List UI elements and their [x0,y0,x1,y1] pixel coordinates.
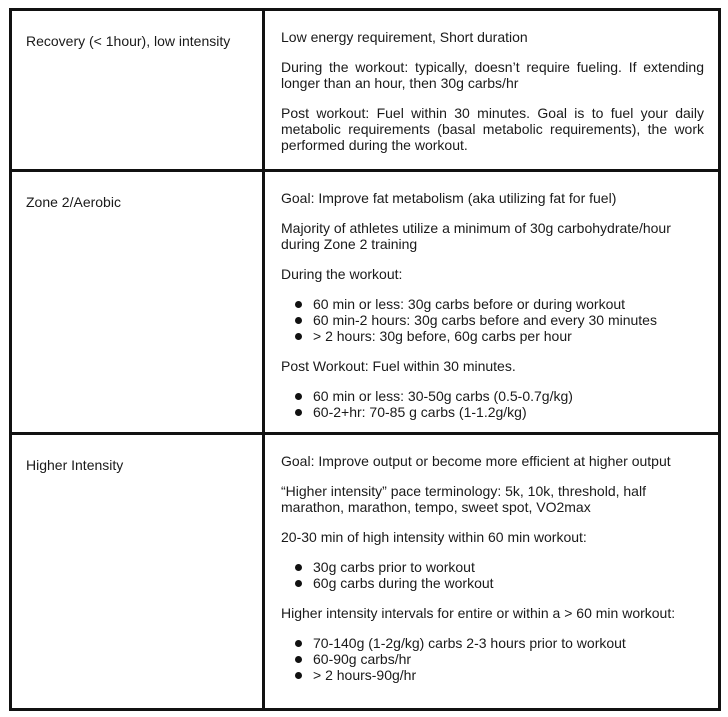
row-label: Zone 2/Aerobic [11,171,264,434]
paragraph: Higher intensity intervals for entire or within a > 60 min workout: [281,605,676,621]
paragraph: Post workout: Fuel within 30 minutes. Goal is to fuel your daily metabolic requirements (basal metabolic requirements), the work performed during the workout. [281,105,704,153]
bullet-list [281,635,704,683]
paragraph: Majority of athletes utilize a minimum of 30g carbohydrate/hour during Zone 2 training [281,220,671,252]
fueling-table [9,8,721,711]
paragraph: Low energy requirement, Short duration [281,29,528,45]
list-item: 70-140g (1-2g/kg) carbs 2-3 hours prior to workout [313,635,704,651]
row-content [264,434,720,710]
row-content [264,171,720,434]
paragraph: “Higher intensity” pace terminology: 5k, 10k, threshold, half marathon, marathon, tempo, sweet spot, VO2max [281,483,646,515]
paragraph: Post Workout: Fuel within 30 minutes. [281,358,516,374]
list-item: > 2 hours-90g/hr [313,667,704,683]
row-content [264,10,720,171]
paragraph: Goal: Improve fat metabolism (aka utilizing fat for fuel) [281,190,617,206]
list-item: 60 min or less: 30-50g carbs (0.5-0.7g/kg) [313,388,704,404]
row-label: Higher Intensity [11,434,264,710]
table-row [11,171,720,434]
paragraph: During the workout: typically, doesn’t require fueling. If extending longer than an hour, then 30g carbs/hr [281,59,704,91]
table-row [11,434,720,710]
list-item: 60g carbs during the workout [313,575,704,591]
list-item: 60-2+hr: 70-85 g carbs (1-1.2g/kg) [313,404,704,420]
bullet-list [281,388,704,420]
list-item: 60-90g carbs/hr [313,651,704,667]
list-item: 30g carbs prior to workout [313,559,704,575]
row-label: Recovery (< 1hour), low intensity [11,10,264,171]
list-item: 60 min or less: 30g carbs before or during workout [313,296,704,312]
bullet-list [281,296,704,344]
table-row [11,10,720,171]
paragraph: Goal: Improve output or become more efficient at higher output [281,453,671,469]
bullet-list [281,559,704,591]
list-item: 60 min-2 hours: 30g carbs before and every 30 minutes [313,312,704,328]
paragraph: During the workout: [281,266,403,282]
list-item: > 2 hours: 30g before, 60g carbs per hour [313,328,704,344]
paragraph: 20-30 min of high intensity within 60 min workout: [281,529,587,545]
